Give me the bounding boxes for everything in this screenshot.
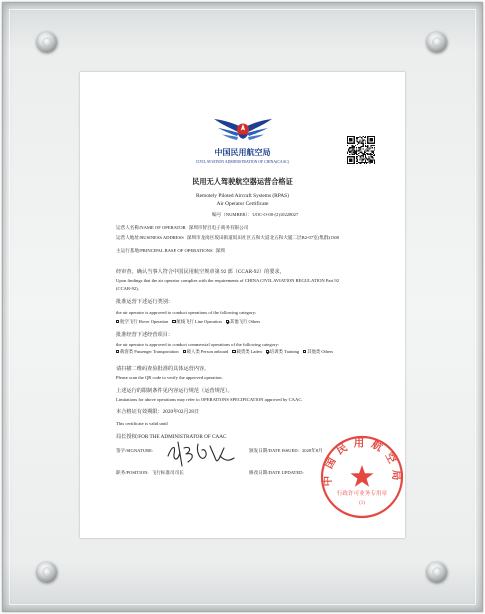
commercial-option [116, 349, 179, 354]
compliance-statement-en-line1: Upon findings that the air operator complies with the requirements of CHINA CIVIL AVIATION REGULATION Part 92 [116, 278, 340, 283]
operations-heading-cn: 批准运营下述运行类别： [116, 298, 174, 305]
checkbox-icon [303, 350, 306, 353]
date-issued-value: 2020年8月 [302, 448, 323, 453]
certificate-title-cn: 民用无人驾驶航空器运营合格证 [192, 178, 293, 186]
option-label: 航空飞行 Hover Operation [119, 319, 169, 324]
screw-icon [427, 32, 447, 52]
certificate-title-en-line2: Air Operator Certificate [216, 201, 269, 207]
limitations-cn: 上述运行的限制条件见内容运行规范（运营规范）。 [116, 387, 233, 394]
caac-emblem-icon [212, 117, 274, 144]
validity-en: This certificate is valid until [116, 421, 168, 426]
field-label: 运营人地址/BUSINESS ADDRESS [116, 235, 184, 240]
stamp-number: (1) [359, 501, 365, 506]
limitations-en: Limitations for above operations may refer to OPERATIONS SPECIFICATION approved by CAAC. [116, 397, 303, 402]
option-label: 航线飞行 Line Operation [176, 319, 222, 324]
certificate-number: 编号（NUMBER）：UOC-O-00-(2)10228027 [212, 212, 299, 217]
screw-icon [37, 32, 57, 52]
handwritten-signature-icon [164, 438, 236, 468]
checkbox-icon [183, 350, 186, 353]
screw-icon [37, 562, 57, 582]
option-label: 载人类 Person onboard [186, 349, 229, 354]
field-operator-name [116, 226, 248, 231]
checkbox-icon [172, 320, 175, 323]
field-label: 运营人名称/NAME OF OPERATOR [116, 225, 186, 230]
scan-instruction-cn: 请扫描二维码查验批准的具体运营内容。 [116, 365, 210, 372]
position-label: 职务/POSITION: [116, 470, 149, 475]
checkbox-icon [232, 350, 235, 353]
position-line [116, 471, 184, 476]
date-issued-label: 颁发日期/DATE ISSUED: [249, 448, 299, 453]
operation-option [172, 319, 221, 324]
commercial-options [116, 350, 336, 354]
screw-icon [427, 562, 447, 582]
field-label: 主运行基地/PRINCIPAL BASE OF OPERATIONS [116, 248, 213, 253]
signature-label: 签字/SIGNATURE: [116, 448, 154, 453]
validity-cn: 本合格证有效期限：2020年02月28日 [116, 408, 200, 415]
position-value: 飞行标准司司长 [151, 470, 184, 475]
compliance-statement-en-line2: (CCAR-92), [116, 286, 139, 291]
agency-name-en: CIVIL AVIATION ADMINISTRATION OF CHINA(CAAC) [195, 160, 290, 164]
field-principal-base [116, 249, 225, 254]
checkbox-icon [266, 350, 269, 353]
stamp-ring-text: 中国民用航空局 [322, 438, 402, 487]
option-label: 其他飞行 Others [229, 319, 261, 324]
field-value: 深圳市龙岗区坂田街道坂田社区五和大道北五和大厦二层B2-07室(集群)1300 [186, 235, 340, 240]
operation-option [226, 319, 260, 324]
field-business-address [116, 236, 339, 241]
field-value: 深圳 [215, 248, 225, 253]
certificate-paper [80, 72, 405, 538]
commercial-heading-en: the air operator is approved to conduct commercial operations of the following category: [116, 342, 280, 347]
compliance-statement-cn: 经审查，确认当事人符合中国民用航空规章第 92 部（CCAR-92）的要求， [116, 268, 285, 275]
operations-heading-en: the air operator is approved to conduct operations of the following category: [116, 310, 257, 315]
checkbox-icon [226, 320, 229, 323]
field-value: 深圳市智目电子商务有限公司 [188, 225, 249, 230]
commercial-option [303, 349, 333, 354]
operations-options [116, 320, 263, 324]
agency-name-cn: 中国民用航空局 [214, 148, 271, 157]
operation-option [116, 319, 168, 324]
scan-instruction-en: Please scan the QR code to verify the approved operation. [116, 375, 223, 380]
option-label: 载客类 Passenger Transportation [119, 349, 179, 354]
authority-line: 局长授权/FOR THE ADMINISTRATOR OF CAAC [116, 433, 227, 440]
certificate-title-en-line1: Remotely Piloted Aircraft Systems (RPAS) [196, 193, 289, 199]
commercial-option [266, 349, 299, 354]
option-label: 载货类 Laden [236, 349, 262, 354]
checkbox-icon [116, 320, 119, 323]
stamp-center-text: 行政许可业务专用章 [336, 491, 388, 497]
commercial-option [183, 349, 229, 354]
star-icon [351, 465, 374, 487]
checkbox-icon [116, 350, 119, 353]
official-seal-icon [320, 435, 404, 519]
option-label: 培训类 Training [269, 349, 300, 354]
date-updated-label: 修改日期/DATE UPDATED: [249, 470, 304, 475]
option-label: 其他类 Others [307, 349, 334, 354]
commercial-option [232, 349, 261, 354]
commercial-heading-cn: 批准经营下述经营项目： [116, 331, 174, 338]
